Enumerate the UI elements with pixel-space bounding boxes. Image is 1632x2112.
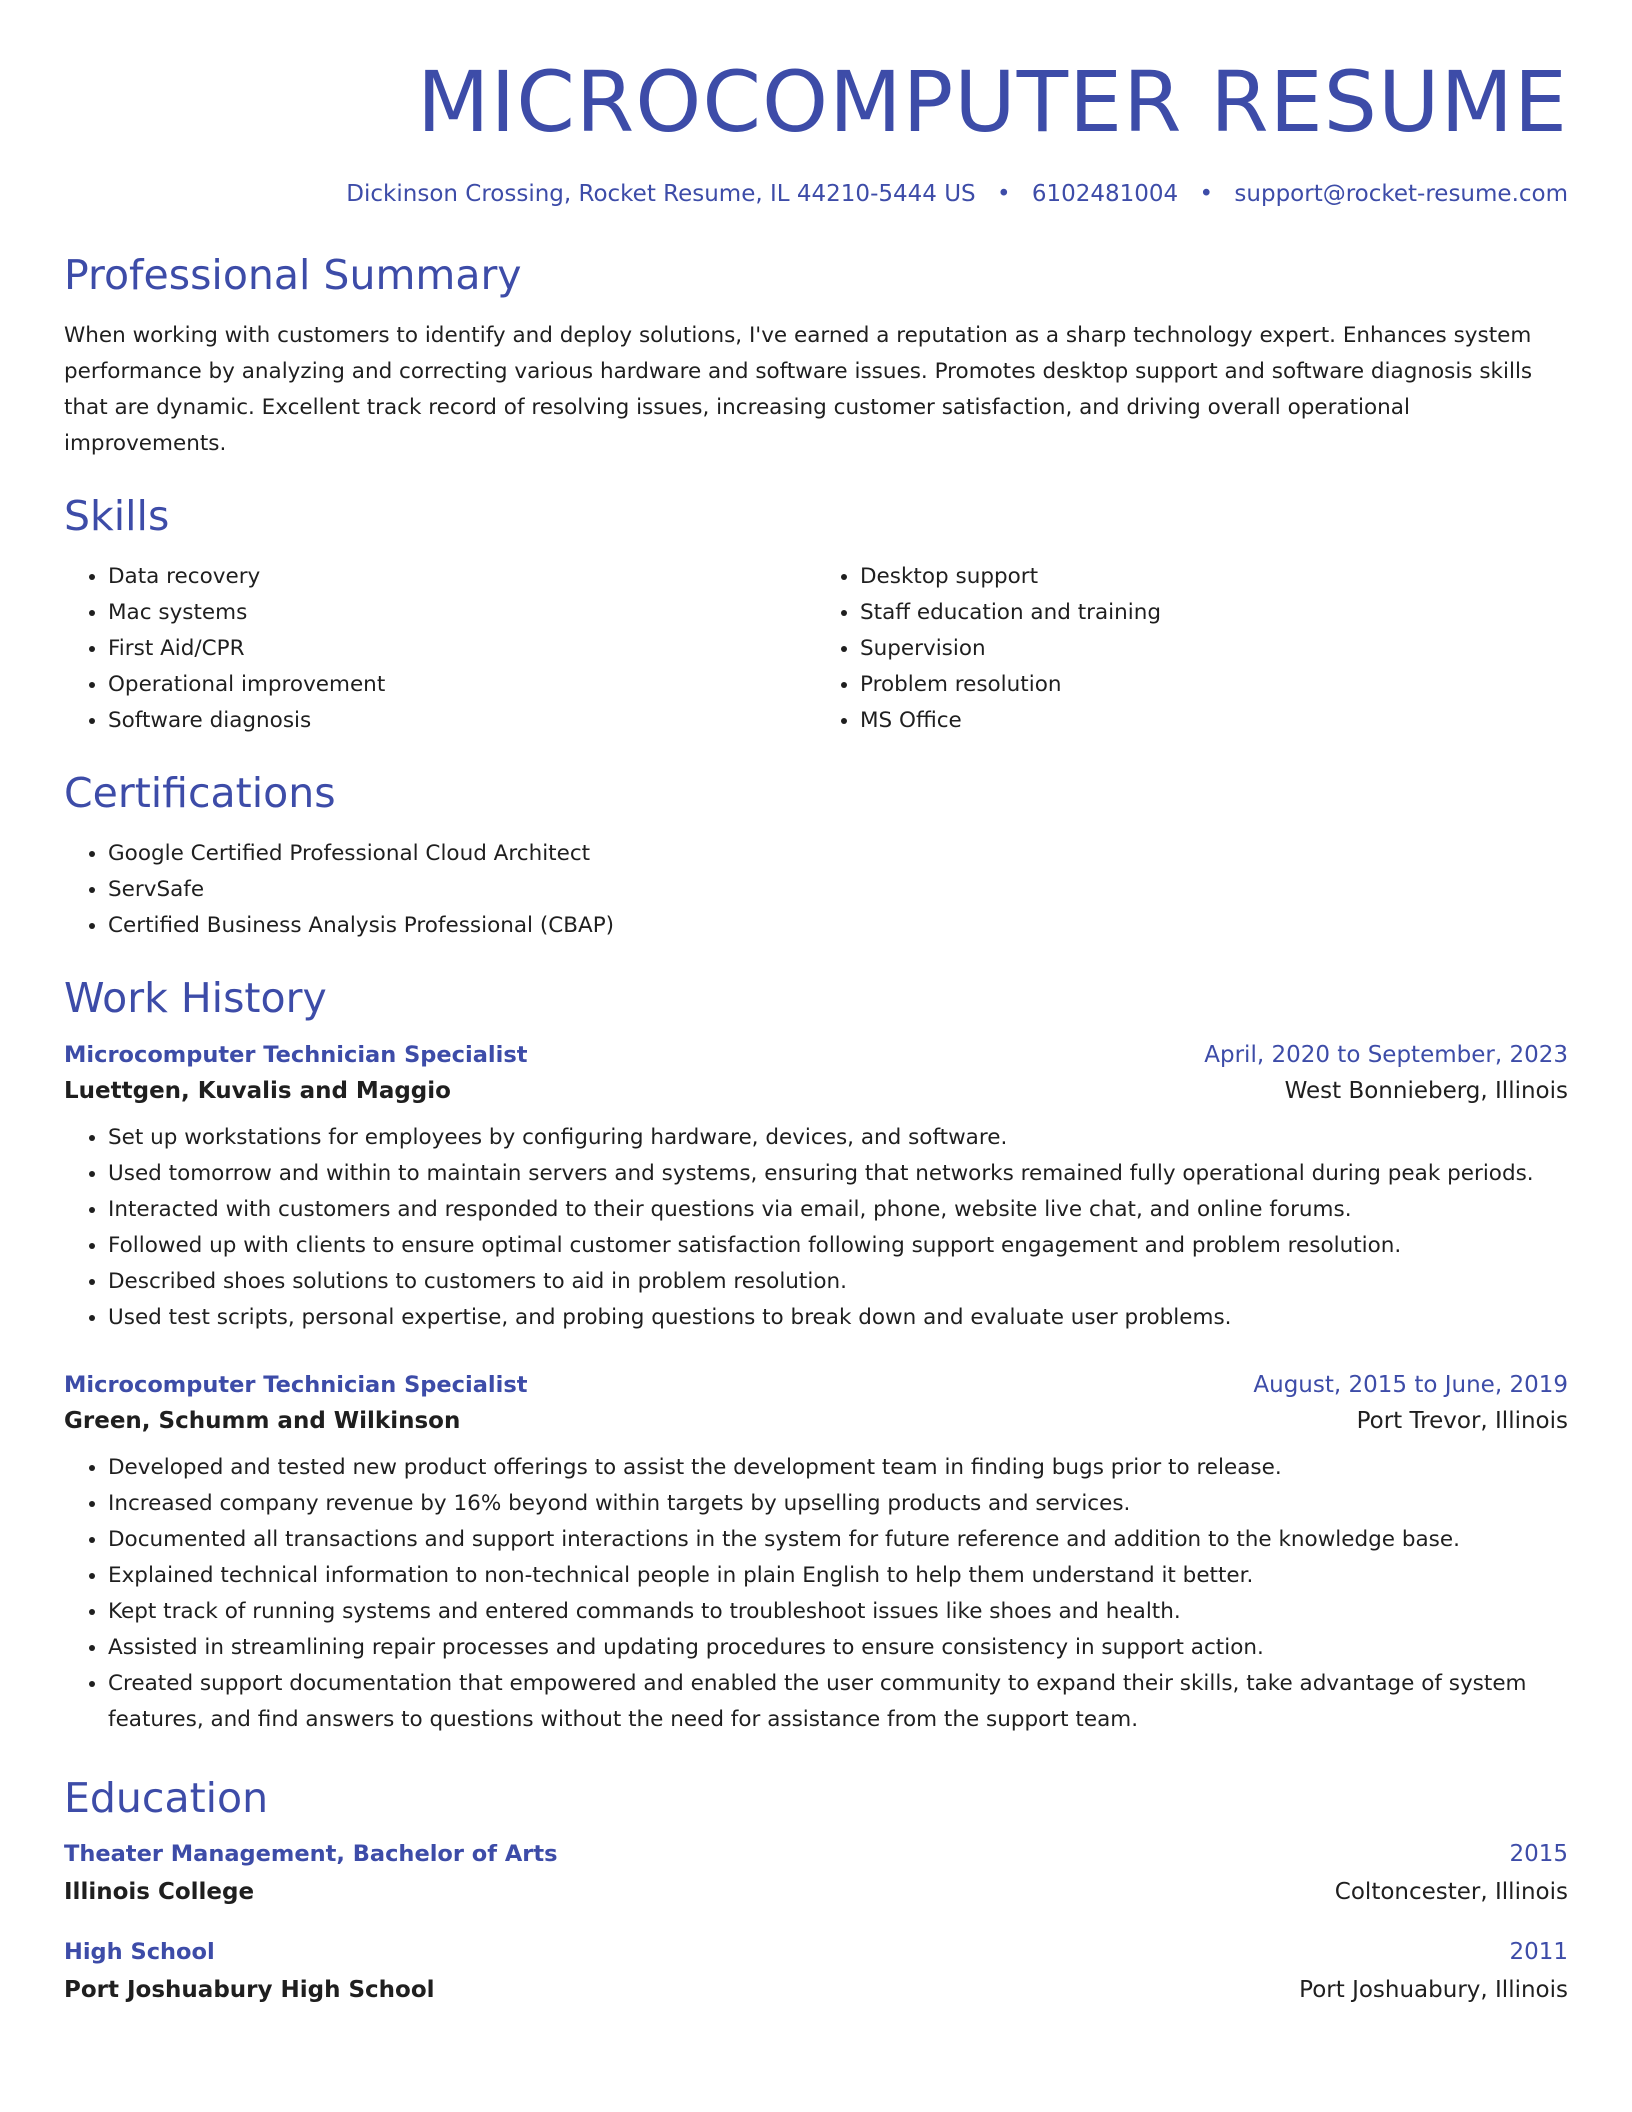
job-dates: August, 2015 to June, 2019 [1253, 1371, 1568, 1398]
skill-item: • Staff education and training [860, 595, 1568, 631]
skill-item: • Desktop support [860, 559, 1568, 595]
education-entry [64, 1841, 1568, 1905]
education-subheader [64, 1977, 1568, 2003]
job-location: Port Trevor, Illinois [1356, 1407, 1568, 1434]
skill-item: • Data recovery [108, 559, 816, 595]
job-bullet: • Documented all transactions and support interactions in the system for future reference and addition to the knowledge base. [108, 1522, 1568, 1558]
education-school: Illinois College [64, 1878, 255, 1905]
skill-item: • Supervision [860, 631, 1568, 667]
job-location: West Bonnieberg, Illinois [1284, 1077, 1568, 1104]
skill-item: • Mac systems [108, 595, 816, 631]
education-heading: Education [64, 1773, 269, 1822]
job-subheader [64, 1408, 1568, 1434]
contact-address: Dickinson Crossing, Rocket Resume, IL 44210-5444 US [346, 180, 976, 207]
job-bullet: • Kept track of running systems and entered commands to troubleshoot issues like shoes and health. [108, 1594, 1568, 1630]
skills-column-right [816, 559, 1568, 739]
education-degree: Theater Management, Bachelor of Arts [64, 1840, 558, 1867]
contact-line [64, 181, 1568, 207]
job-bullet: • Developed and tested new product offerings to assist the development team in finding bugs prior to release. [108, 1450, 1568, 1486]
skill-item: • Software diagnosis [108, 703, 816, 739]
summary-heading: Professional Summary [64, 250, 522, 299]
education-subheader [64, 1879, 1568, 1905]
contact-separator: • [996, 180, 1011, 207]
education-school: Port Joshuabury High School [64, 1976, 435, 2003]
job-bullet: • Assisted in streamlining repair processes and updating procedures to ensure consistency in support action. [108, 1630, 1568, 1666]
job-employer: Luettgen, Kuvalis and Maggio [64, 1077, 451, 1104]
job-bullet: • Described shoes solutions to customers to aid in problem resolution. [108, 1264, 1568, 1300]
certifications-heading: Certifications [64, 769, 336, 818]
skill-item: • Operational improvement [108, 667, 816, 703]
job-bullet: • Used tomorrow and within to maintain servers and systems, ensuring that networks remained fully operational during peak periods. [108, 1156, 1568, 1192]
skill-item: • Problem resolution [860, 667, 1568, 703]
resume-name: MICROCOMPUTER RESUME [416, 53, 1568, 151]
education-year: 2015 [1509, 1840, 1568, 1867]
education-location: Coltoncester, Illinois [1334, 1878, 1568, 1905]
job-title: Microcomputer Technician Specialist [64, 1041, 528, 1068]
job-title: Microcomputer Technician Specialist [64, 1371, 528, 1398]
contact-separator: • [1199, 180, 1214, 207]
job-dates: April, 2020 to September, 2023 [1204, 1041, 1568, 1068]
job-bullets [64, 1450, 1568, 1738]
certification-item: • Google Certified Professional Cloud Architect [108, 836, 1568, 872]
job-subheader [64, 1078, 1568, 1104]
work-history-heading: Work History [64, 974, 327, 1023]
job-bullet: • Used test scripts, personal expertise, and probing questions to break down and evaluate user problems. [108, 1300, 1568, 1336]
job-header [64, 1372, 1568, 1398]
contact-email[interactable]: support@rocket-resume.com [1234, 180, 1568, 207]
job-bullets [64, 1120, 1568, 1336]
certification-item: • ServSafe [108, 872, 1568, 908]
job-bullet: • Followed up with clients to ensure optimal customer satisfaction following support engagement and problem resolution. [108, 1228, 1568, 1264]
job-bullet: • Set up workstations for employees by configuring hardware, devices, and software. [108, 1120, 1568, 1156]
job-bullet: • Interacted with customers and responded to their questions via email, phone, website live chat, and online forums. [108, 1192, 1568, 1228]
education-entry [64, 1939, 1568, 2003]
job-header [64, 1042, 1568, 1068]
certification-item: • Certified Business Analysis Professional (CBAP) [108, 908, 1568, 944]
certifications-list [64, 836, 1568, 944]
education-header [64, 1841, 1568, 1867]
skills-list [64, 559, 1568, 739]
job-employer: Green, Schumm and Wilkinson [64, 1407, 461, 1434]
job-entry [64, 1042, 1568, 1336]
job-entry [64, 1372, 1568, 1738]
skill-item: • MS Office [860, 703, 1568, 739]
job-bullet: • Created support documentation that empowered and enabled the user community to expand their skills, take advantage of system features, and find answers to questions without the need for assistance from the support team. [108, 1666, 1568, 1738]
education-year: 2011 [1509, 1938, 1568, 1965]
education-location: Port Joshuabury, Illinois [1299, 1976, 1568, 2003]
summary-text: When working with customers to identify and deploy solutions, I've earned a reputation as a sharp technology expert. Enhances system performance by analyzing and correcting various hardware and software issues. Promotes desktop support and software diagnosis skills that are dynamic. Excellent track record of resolving issues, increasing customer satisfaction, and driving overall operational improvements. [64, 322, 1533, 456]
skills-heading: Skills [64, 491, 170, 540]
skill-item: • First Aid/CPR [108, 631, 816, 667]
skills-column-left [64, 559, 816, 739]
education-degree: High School [64, 1938, 215, 1965]
education-header [64, 1939, 1568, 1965]
job-bullet: • Explained technical information to non-technical people in plain English to help them understand it better. [108, 1558, 1568, 1594]
job-bullet: • Increased company revenue by 16% beyond within targets by upselling products and services. [108, 1486, 1568, 1522]
contact-phone: 6102481004 [1031, 180, 1179, 207]
